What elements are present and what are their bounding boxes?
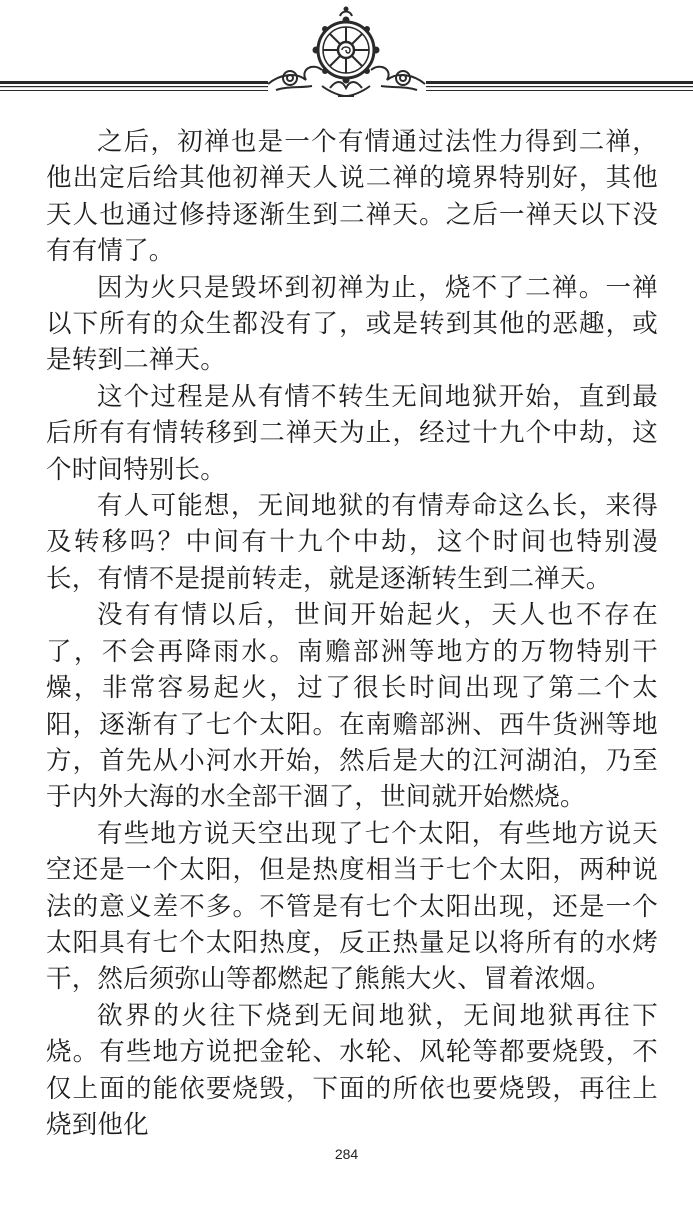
paragraph: 没有有情以后，世间开始起火，天人也不存在了，不会再降雨水。南赡部洲等地方的万物特别干燥，非常容易起火，过了很长时间出现了第二个太阳，逐渐有了七个太阳。在南赡部洲、西牛货洲等地方，首先从小河水开始，然后是大的江河湖泊，乃至于内外大海的水全部干涸了，世间就开始燃烧。 — [46, 600, 658, 813]
page-header-ornament — [0, 0, 693, 110]
paragraph: 欲界的火往下烧到无间地狱，无间地狱再往下烧。有些地方说把金轮、水轮、风轮等都要烧毁，不仅上面的能依要烧毁，下面的所依也要烧毁，再往上烧到他化 — [46, 1000, 658, 1140]
paragraph: 因为火只是毁坏到初禅为止，烧不了二禅。一禅以下所有的众生都没有了，或是转到其他的恶趣，或是转到二禅天。 — [46, 272, 658, 376]
paragraph: 之后，初禅也是一个有情通过法性力得到二禅，他出定后给其他初禅天人说二禅的境界特别好，其他天人也通过修持逐渐生到二禅天。之后一禅天以下没有有情了。 — [46, 127, 658, 267]
paragraph: 有些地方说天空出现了七个太阳，有些地方说天空还是一个太阳，但是热度相当于七个太阳，两种说法的意义差不多。不管是有七个太阳出现，还是一个太阳具有七个太阳热度，反正热量足以将所有的水烤干，然后须弥山等都燃起了熊熊大火、冒着浓烟。 — [46, 818, 658, 995]
dharma-wheel-header-icon — [0, 0, 693, 110]
page-number: 284 — [334, 1146, 359, 1162]
page-body — [46, 124, 658, 1143]
paragraph: 这个过程是从有情不转生无间地狱开始，直到最后所有有情转移到二禅天为止，经过十九个中劫，这个时间特别长。 — [46, 381, 658, 485]
paragraph: 有人可能想，无间地狱的有情寿命这么长，来得及转移吗？中间有十九个中劫，这个时间也特别漫长，有情不是提前转走，就是逐渐转生到二禅天。 — [46, 491, 658, 594]
